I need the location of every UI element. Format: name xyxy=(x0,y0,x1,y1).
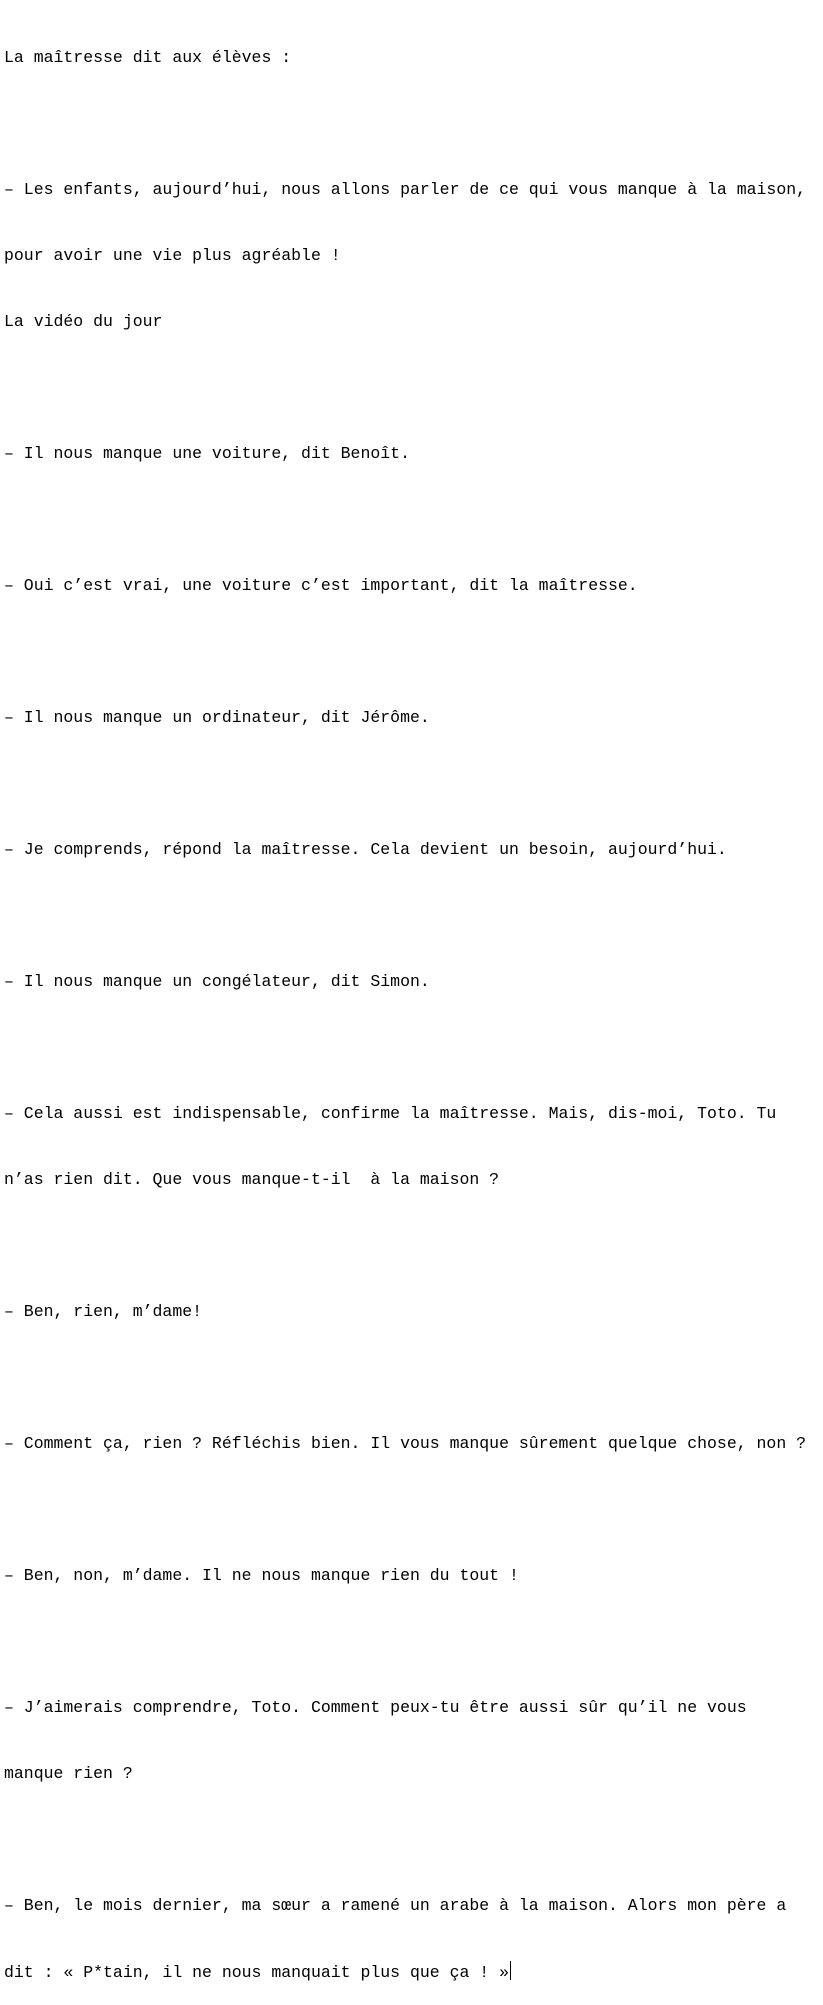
text-editor[interactable] xyxy=(4,3,819,2005)
text-line: La maîtresse dit aux élèves : xyxy=(4,48,292,67)
text-line-last xyxy=(4,1961,819,1983)
text-line: – Ben, le mois dernier, ma sœur a ramené un arabe à la maison. Alors mon père a xyxy=(4,1896,787,1915)
text-line: – Il nous manque un congélateur, dit Simon. xyxy=(4,972,430,991)
text-line xyxy=(4,1499,819,1521)
text-line: – Oui c’est vrai, une voiture c’est important, dit la maîtresse. xyxy=(4,576,638,595)
text-line: La vidéo du jour xyxy=(4,312,163,331)
text-line xyxy=(4,1829,819,1851)
text-line: – Ben, non, m’dame. Il ne nous manque rien du tout ! xyxy=(4,1566,519,1585)
text-line: manque rien ? xyxy=(4,1764,133,1783)
text-line xyxy=(4,113,819,135)
text-line xyxy=(4,509,819,531)
text-line: – Ben, rien, m’dame! xyxy=(4,1302,203,1321)
text-line: – Comment ça, rien ? Réfléchis bien. Il vous manque sûrement quelque chose, non ? xyxy=(4,1434,807,1453)
text-line xyxy=(4,1037,819,1059)
text-line xyxy=(4,1631,819,1653)
text-line xyxy=(4,377,819,399)
text-line: – Il nous manque une voiture, dit Benoît. xyxy=(4,444,410,463)
text-line xyxy=(4,773,819,795)
text-line: – Cela aussi est indispensable, confirme la maîtresse. Mais, dis-moi, Toto. Tu xyxy=(4,1104,777,1123)
text-line xyxy=(4,1367,819,1389)
text-line: – Je comprends, répond la maîtresse. Cela devient un besoin, aujourd’hui. xyxy=(4,840,727,859)
text-line xyxy=(4,1235,819,1257)
text-line: – Il nous manque un ordinateur, dit Jérôme. xyxy=(4,708,430,727)
text-line xyxy=(4,905,819,927)
text-line: n’as rien dit. Que vous manque-t-il à la maison ? xyxy=(4,1170,500,1189)
text-line-last-content: dit : « P*tain, il ne nous manquait plus que ça ! » xyxy=(4,1963,509,1982)
text-line: – J’aimerais comprendre, Toto. Comment peux-tu être aussi sûr qu’il ne vous xyxy=(4,1698,747,1717)
text-cursor xyxy=(510,1961,511,1980)
text-line xyxy=(4,641,819,663)
text-line: – Les enfants, aujourd’hui, nous allons parler de ce qui vous manque à la maison, xyxy=(4,180,807,199)
text-line: pour avoir une vie plus agréable ! xyxy=(4,246,341,265)
